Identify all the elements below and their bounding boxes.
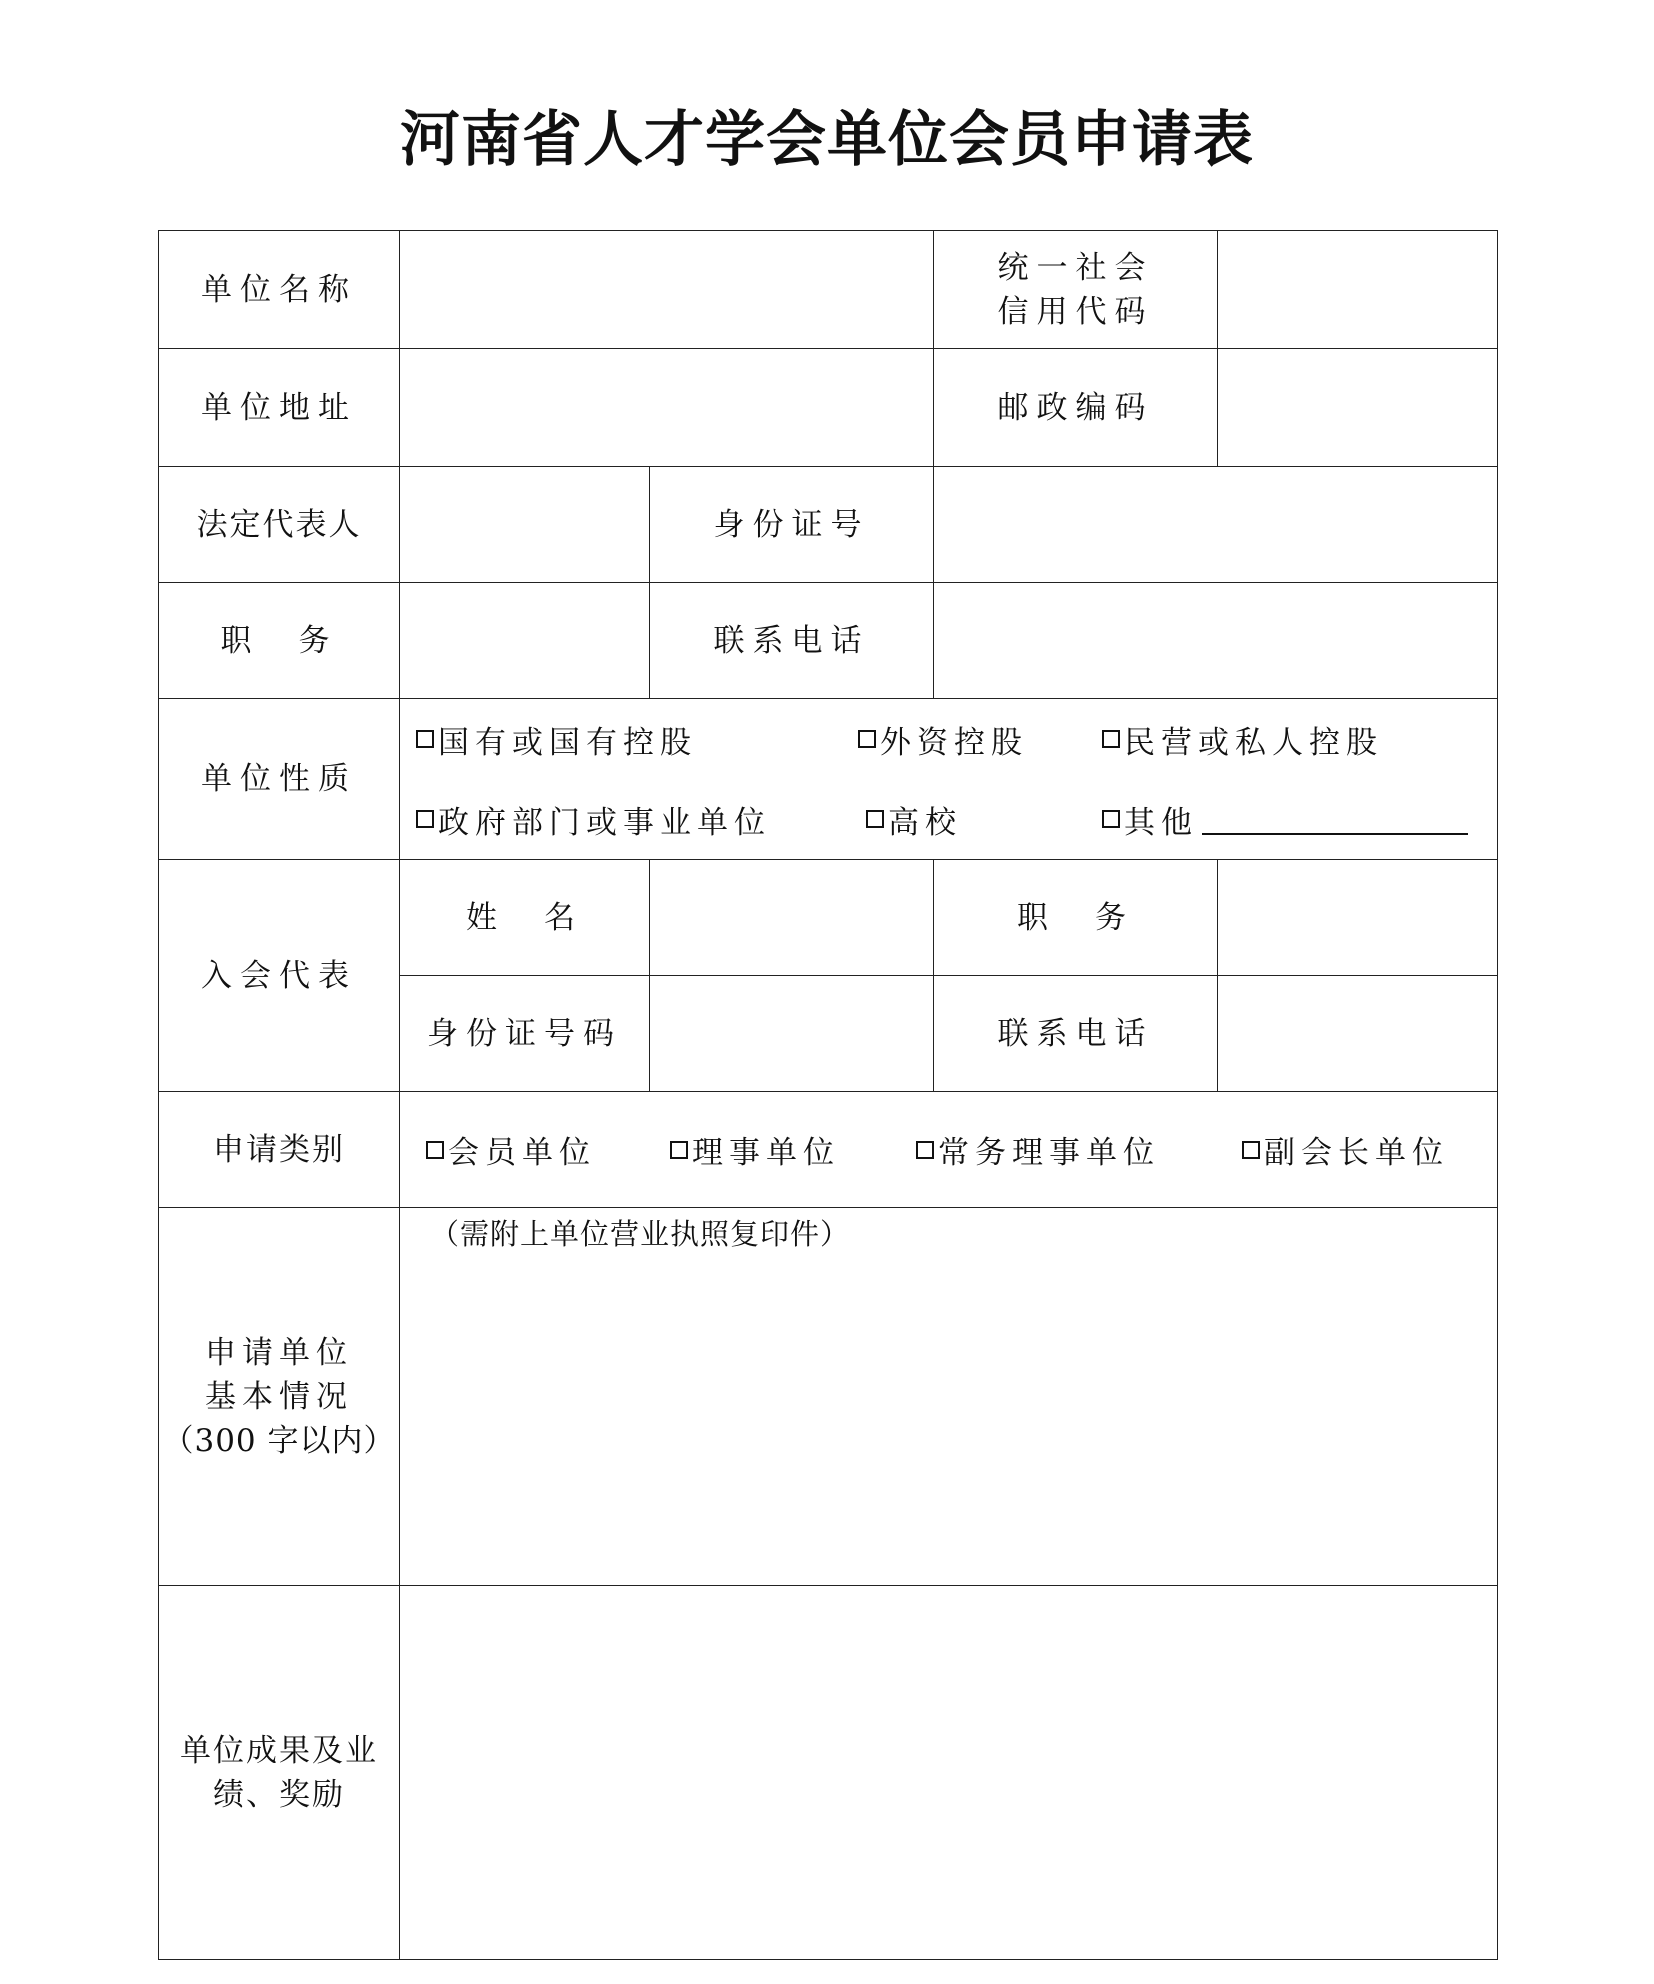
- rep-phone-label: 联系电话: [934, 976, 1218, 1092]
- basic-info-note: （需附上单位营业执照复印件）: [430, 1217, 851, 1251]
- other-fill-line[interactable]: [1202, 803, 1468, 835]
- apply-category-options: [400, 1092, 1498, 1208]
- unit-name-field[interactable]: [400, 231, 934, 349]
- rep-phone-field[interactable]: [1218, 976, 1498, 1092]
- rep-id-label: 身份证号码: [400, 976, 650, 1092]
- credit-code-label: [934, 231, 1218, 349]
- unit-nature-option[interactable]: [1102, 717, 1383, 762]
- category-option[interactable]: [916, 1127, 1242, 1172]
- checkbox-icon[interactable]: [1102, 810, 1120, 828]
- rep-position-label: 职 务: [934, 860, 1218, 976]
- position-label: 职 务: [159, 583, 400, 699]
- checkbox-icon[interactable]: [1242, 1141, 1260, 1159]
- option-label: 常务理事单位: [938, 1135, 1160, 1171]
- rep-position-field[interactable]: [1218, 860, 1498, 976]
- category-option[interactable]: [1242, 1127, 1449, 1172]
- checkbox-icon[interactable]: [670, 1141, 688, 1159]
- legal-rep-label: 法定代表人: [159, 467, 400, 583]
- unit-nature-row-1: [416, 699, 1497, 779]
- unit-nature-option[interactable]: [416, 797, 866, 842]
- option-label: 民营或私人控股: [1124, 724, 1383, 761]
- unit-nature-option[interactable]: [416, 717, 858, 762]
- checkbox-icon[interactable]: [416, 730, 434, 748]
- option-label: 其他: [1124, 804, 1198, 841]
- unit-nature-options: [400, 699, 1498, 860]
- option-label: 国有或国有控股: [438, 724, 697, 761]
- unit-nature-option[interactable]: [858, 717, 1102, 762]
- phone-label: 联系电话: [650, 583, 934, 699]
- checkbox-icon[interactable]: [858, 730, 876, 748]
- checkbox-icon[interactable]: [416, 810, 434, 828]
- member-rep-label: 入会代表: [159, 860, 400, 1092]
- postal-code-label: 邮政编码: [934, 349, 1218, 467]
- unit-name-label: 单位名称: [159, 231, 400, 349]
- option-label: 高校: [888, 804, 962, 841]
- unit-address-label: 单位地址: [159, 349, 400, 467]
- checkbox-icon[interactable]: [426, 1141, 444, 1159]
- position-field[interactable]: [400, 583, 650, 699]
- option-label: 副会长单位: [1264, 1135, 1449, 1171]
- checkbox-icon[interactable]: [1102, 730, 1120, 748]
- unit-nature-option[interactable]: [1102, 797, 1468, 842]
- basic-info-label-line1: 申请单位: [205, 1334, 353, 1371]
- unit-address-field[interactable]: [400, 349, 934, 467]
- unit-nature-option[interactable]: [866, 797, 1102, 842]
- option-label: 政府部门或事业单位: [438, 804, 771, 841]
- unit-nature-label: 单位性质: [159, 699, 400, 860]
- basic-info-label-line3: （300 字以内）: [162, 1422, 396, 1459]
- phone-field[interactable]: [934, 583, 1498, 699]
- unit-nature-row-2: [416, 779, 1497, 859]
- apply-category-label: 申请类别: [159, 1092, 400, 1208]
- id-number-field[interactable]: [934, 467, 1498, 583]
- credit-code-label-line1: 统一社会: [997, 249, 1154, 286]
- credit-code-field[interactable]: [1218, 231, 1498, 349]
- rep-id-field[interactable]: [650, 976, 934, 1092]
- credit-code-label-line2: 信用代码: [997, 293, 1154, 330]
- basic-info-label-line2: 基本情况: [205, 1378, 353, 1415]
- basic-info-label: [159, 1208, 400, 1586]
- legal-rep-field[interactable]: [400, 467, 650, 583]
- achievements-label-line1: 单位成果及业: [180, 1732, 378, 1769]
- category-option[interactable]: [426, 1127, 670, 1172]
- apply-category-row: [426, 1110, 1497, 1190]
- id-number-label: 身份证号: [650, 467, 934, 583]
- achievements-field[interactable]: [400, 1586, 1498, 1960]
- postal-code-field[interactable]: [1218, 349, 1498, 467]
- checkbox-icon[interactable]: [866, 810, 884, 828]
- option-label: 外资控股: [880, 724, 1028, 761]
- rep-name-field[interactable]: [650, 860, 934, 976]
- achievements-label: [159, 1586, 400, 1960]
- application-form-table: [158, 230, 1498, 1960]
- basic-info-field[interactable]: [400, 1208, 1498, 1586]
- option-label: 会员单位: [448, 1135, 596, 1171]
- rep-name-label: 姓 名: [400, 860, 650, 976]
- option-label: 理事单位: [692, 1135, 840, 1171]
- category-option[interactable]: [670, 1127, 916, 1172]
- checkbox-icon[interactable]: [916, 1141, 934, 1159]
- form-title: 河南省人才学会单位会员申请表: [400, 105, 1254, 175]
- achievements-label-line2: 绩、奖励: [213, 1776, 345, 1813]
